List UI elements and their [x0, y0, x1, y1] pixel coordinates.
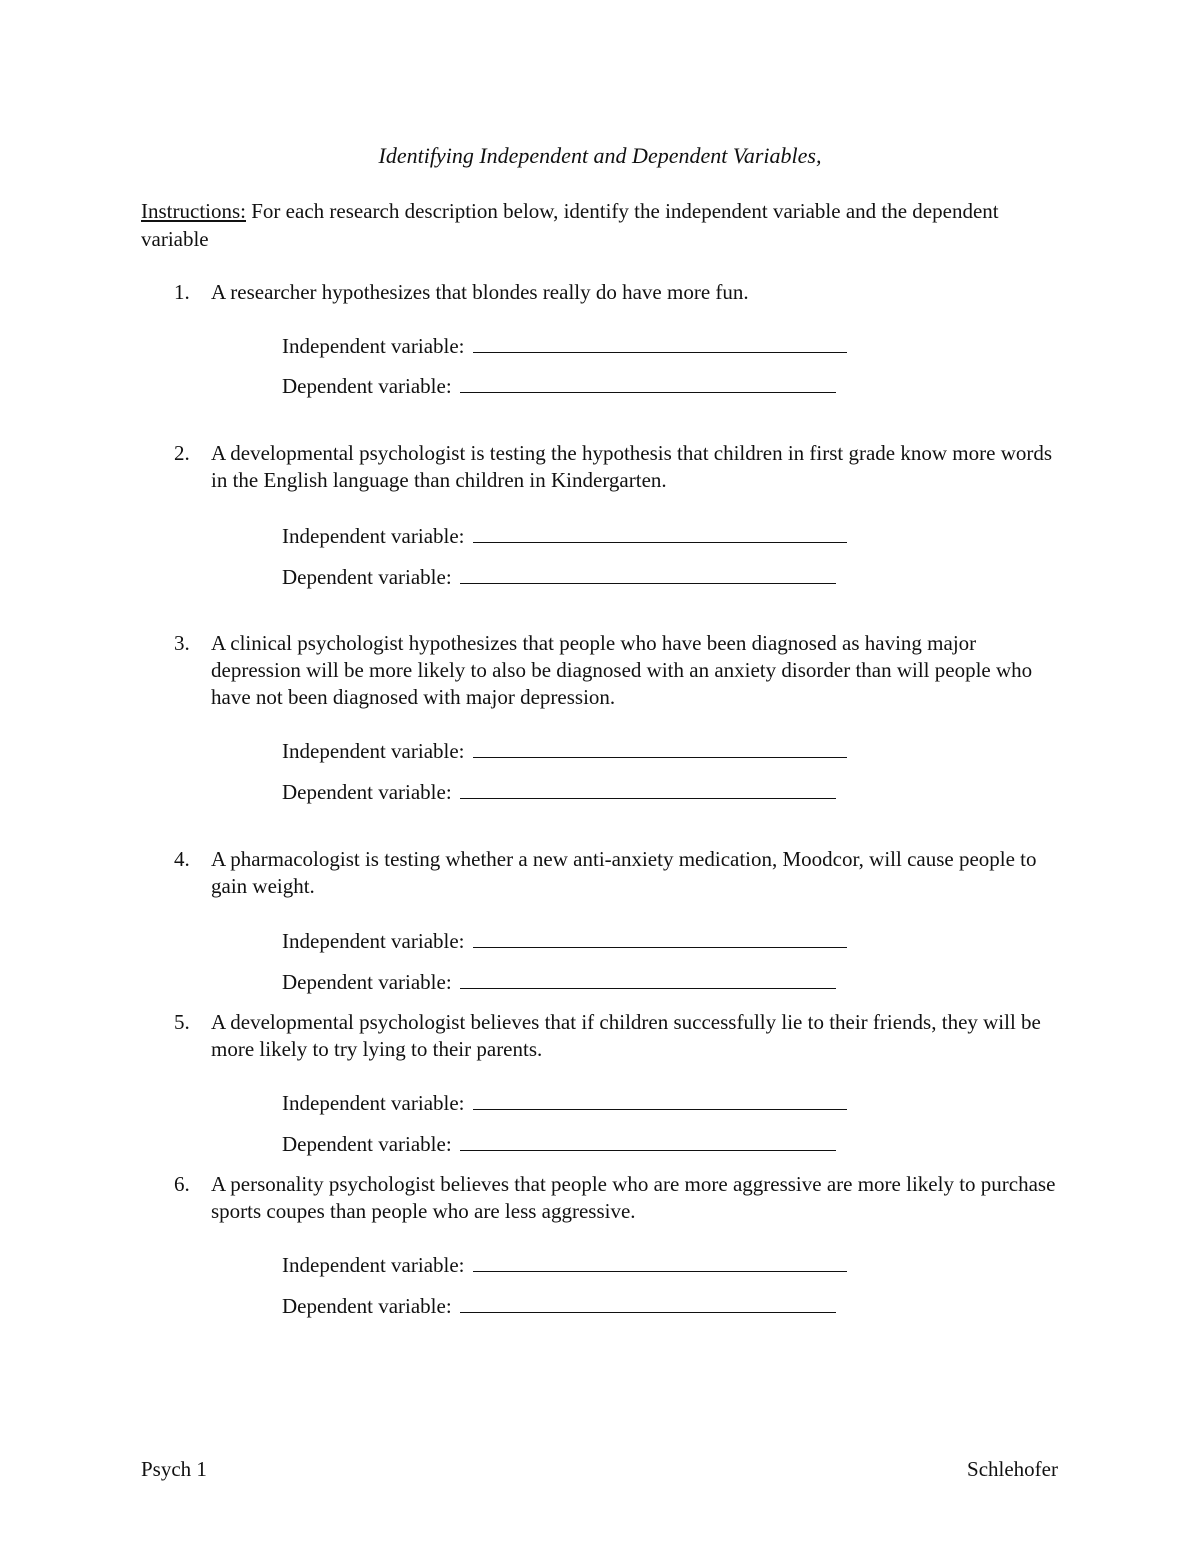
dependent-variable-label: Dependent variable: — [282, 780, 452, 804]
question-number: 4. — [174, 847, 190, 871]
independent-variable-field-3 — [282, 737, 847, 764]
answer-line[interactable] — [473, 737, 847, 758]
independent-variable-label: Independent variable: — [282, 739, 465, 763]
independent-variable-field-4 — [282, 927, 847, 954]
instructions-label: Instructions: — [141, 199, 246, 223]
dependent-variable-label: Dependent variable: — [282, 970, 452, 994]
dependent-variable-label: Dependent variable: — [282, 1294, 452, 1318]
dependent-variable-field-5 — [282, 1130, 836, 1157]
dependent-variable-field-1 — [282, 372, 836, 399]
independent-variable-label: Independent variable: — [282, 334, 465, 358]
answer-line[interactable] — [460, 1130, 836, 1151]
answer-line[interactable] — [473, 522, 847, 543]
question-text: A pharmacologist is testing whether a new anti-anxiety medication, Moodcor, will cause people to gain weight. — [211, 847, 1037, 898]
independent-variable-field-6 — [282, 1251, 847, 1278]
answer-line[interactable] — [473, 1251, 847, 1272]
question-number: 2. — [174, 441, 190, 465]
dependent-variable-field-3 — [282, 778, 836, 805]
independent-variable-field-5 — [282, 1089, 847, 1116]
answer-line[interactable] — [460, 372, 836, 393]
answer-line[interactable] — [460, 1292, 836, 1313]
footer-course: Psych 1 — [141, 1457, 207, 1481]
dependent-variable-field-4 — [282, 968, 836, 995]
dependent-variable-field-2 — [282, 563, 836, 590]
answer-line[interactable] — [473, 332, 847, 353]
answer-line[interactable] — [460, 778, 836, 799]
question-number: 6. — [174, 1172, 190, 1196]
independent-variable-label: Independent variable: — [282, 1253, 465, 1277]
dependent-variable-label: Dependent variable: — [282, 565, 452, 589]
answer-line[interactable] — [460, 563, 836, 584]
dependent-variable-label: Dependent variable: — [282, 374, 452, 398]
independent-variable-label: Independent variable: — [282, 929, 465, 953]
independent-variable-label: Independent variable: — [282, 1091, 465, 1115]
question-number: 1. — [174, 280, 190, 304]
question-text: A developmental psychologist believes that if children successfully lie to their friends, they will be more likely to try lying to their parents. — [211, 1010, 1041, 1061]
dependent-variable-label: Dependent variable: — [282, 1132, 452, 1156]
dependent-variable-field-6 — [282, 1292, 836, 1319]
independent-variable-field-2 — [282, 522, 847, 549]
instructions-text: For each research description below, identify the independent variable and the dependent variable — [141, 199, 999, 251]
answer-line[interactable] — [460, 968, 836, 989]
question-text: A personality psychologist believes that people who are more aggressive are more likely to purchase sports coupes than people who are less aggressive. — [211, 1172, 1056, 1223]
instructions — [141, 197, 1041, 253]
question-number: 5. — [174, 1010, 190, 1034]
question-number: 3. — [174, 631, 190, 655]
answer-line[interactable] — [473, 1089, 847, 1110]
independent-variable-label: Independent variable: — [282, 524, 465, 548]
question-text: A researcher hypothesizes that blondes really do have more fun. — [211, 280, 749, 304]
question-text: A developmental psychologist is testing the hypothesis that children in first grade know more words in the English language than children in Kindergarten. — [211, 441, 1053, 492]
footer-author: Schlehofer — [967, 1457, 1058, 1481]
independent-variable-field-1 — [282, 332, 847, 359]
question-text: A clinical psychologist hypothesizes that people who have been diagnosed as having major depression will be more likely to also be diagnosed with an anxiety disorder than will people who have not been diagnosed with major depression. — [211, 631, 1033, 709]
answer-line[interactable] — [473, 927, 847, 948]
worksheet-title: Identifying Independent and Dependent Variables, — [378, 143, 822, 168]
